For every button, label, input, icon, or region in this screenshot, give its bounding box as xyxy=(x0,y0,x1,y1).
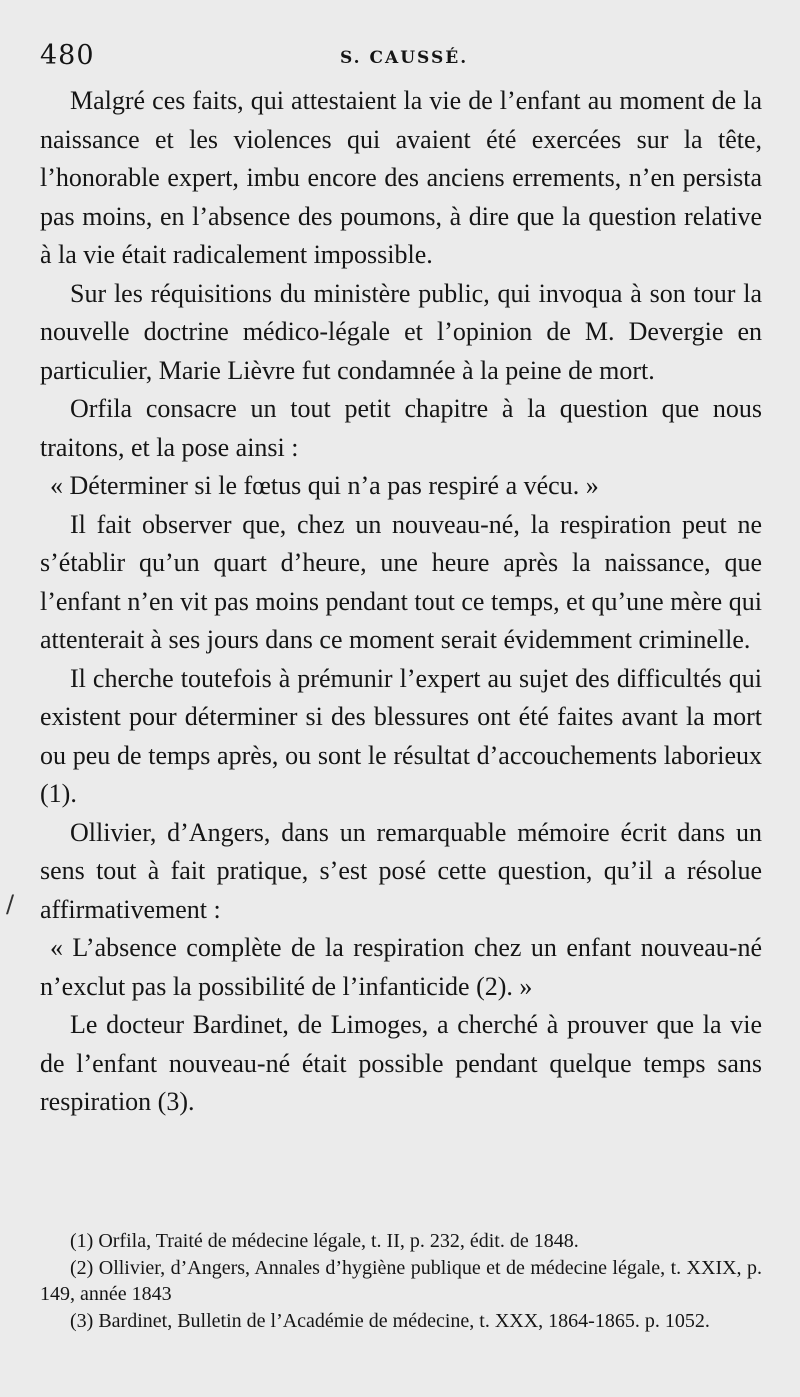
margin-mark: / xyxy=(6,890,15,918)
quotation: « Déterminer si le fœtus qui n’a pas respiré a vécu. » xyxy=(50,471,599,500)
quotation: « L’absence complète de la respiration chez un enfant nouveau-né n’exclut pas la possibilité de l’infanticide (2). » xyxy=(40,933,762,1001)
footnotes xyxy=(40,1228,762,1335)
paragraph: Ollivier, d’Angers, dans un remarquable mémoire écrit dans un sens tout à fait pratique, s’est posé cette question, qu’il a résolue affirmativement : xyxy=(40,817,762,924)
paragraph: Il fait observer que, chez un nouveau-né, la respiration peut ne s’établir qu’un quart d’heure, une heure après la naissance, que l’enfant n’en vit pas moins pendant tout ce temps, et qu’une mère qui attenterait à ses jours dans ce moment serait évidemment criminelle. xyxy=(40,509,762,654)
paragraph: Sur les réquisitions du ministère public, qui invoqua à son tour la nouvelle doctrine médico-légale et l’opinion de M. Devergie en particulier, Marie Lièvre fut condamnée à la peine de mort. xyxy=(40,278,762,385)
paragraph: Orfila consacre un tout petit chapitre à la question que nous traitons, et la pose ainsi : xyxy=(40,394,762,462)
paragraph: Malgré ces faits, qui attestaient la vie de l’enfant au moment de la naissance et les violences qui avaient été exercées sur la tête, l’honorable expert, imbu encore des anciens errements, n’en persista pas moins, en l’absence des poumons, à dire que la question relative à la vie était radicalement impossible. xyxy=(40,86,762,269)
paragraph: Le docteur Bardinet, de Limoges, a cherché à prouver que la vie de l’enfant nouveau-né était possible pendant quelque temps sans respiration (3). xyxy=(40,1010,762,1116)
body-text xyxy=(40,82,762,1122)
running-head: S. CAUSSÉ. xyxy=(340,48,469,68)
page-header xyxy=(40,40,760,80)
footnote: (1) Orfila, Traité de médecine légale, t. II, p. 232, édit. de 1848. xyxy=(70,1230,579,1252)
page-number: 480 xyxy=(40,40,95,71)
footnote: (3) Bardinet, Bulletin de l’Académie de médecine, t. XXX, 1864-1865. p. 1052. xyxy=(70,1310,710,1332)
paragraph: Il cherche toutefois à prémunir l’expert au sujet des difficultés qui existent pour déterminer si des blessures ont été faites avant la mort ou peu de temps après, ou sont le résultat d’accouchements laborieux (1). xyxy=(40,663,762,808)
footnote: (2) Ollivier, d’Angers, Annales d’hygiène publique et de médecine légale, t. XXIX, p. 149, année 1843 xyxy=(40,1257,762,1305)
